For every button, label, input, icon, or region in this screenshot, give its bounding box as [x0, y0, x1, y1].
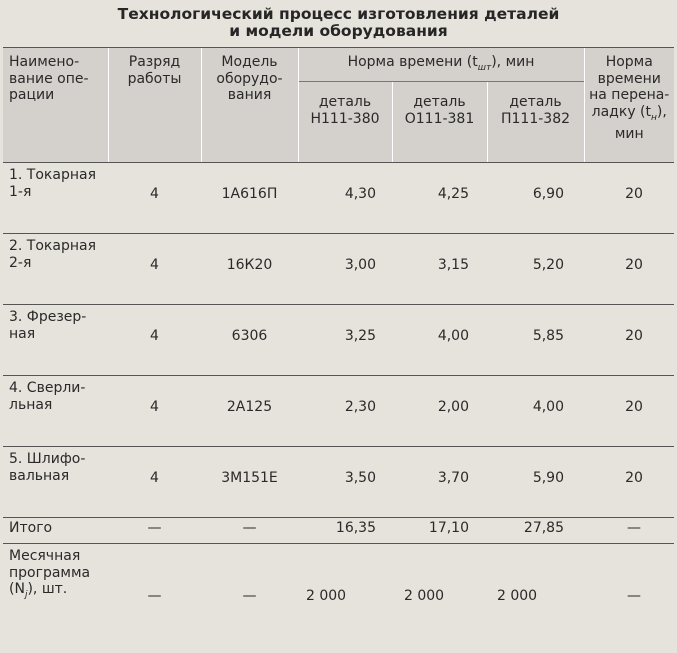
row-2-detail-2: 3,15: [392, 234, 487, 305]
header-operation: Наимено- вание опе- рации: [3, 48, 108, 163]
row-4-grade: 4: [108, 376, 201, 447]
row-5-detail-1: 3,50: [298, 447, 392, 518]
total-changeover: —: [584, 518, 674, 544]
row-2-detail-1: 3,00: [298, 234, 392, 305]
row-1-detail-3: 6,90: [532, 186, 564, 203]
header-norm-group: [298, 48, 584, 82]
program-label: [3, 544, 108, 653]
total-grade: —: [108, 518, 201, 544]
row-1-changeover: 20: [625, 186, 643, 203]
header-changeover-text: Норма времени на перена- ладку (t: [589, 54, 670, 120]
row-3-detail-2: 4,00: [392, 305, 487, 376]
row-3-model: 6306: [201, 305, 298, 376]
total-row: [3, 518, 674, 544]
row-3-grade: 4: [108, 305, 201, 376]
program-detail-3: 2 000: [487, 544, 584, 653]
row-1-model: 1А616П: [221, 186, 278, 203]
row-5-model: 3М151Е: [201, 447, 298, 518]
row-4-detail-3: 4,00: [487, 376, 584, 447]
row-3-operation: 3. Фрезер- ная: [3, 305, 108, 376]
total-detail-2: 17,10: [392, 518, 487, 544]
row-3-changeover: 20: [584, 305, 674, 376]
program-detail-1: 2 000: [298, 544, 392, 653]
table-row: [3, 376, 674, 447]
row-2-operation: 2. Токарная 2-я: [3, 234, 108, 305]
header-detail-2: деталь О111-381: [392, 82, 487, 163]
program-row: [3, 544, 674, 653]
table-title-line-2: и модели оборудования: [229, 22, 448, 40]
row-1-grade: 4: [150, 186, 159, 203]
program-model: —: [201, 544, 298, 653]
row-2-model: 16К20: [201, 234, 298, 305]
header-changeover-sub: н: [651, 112, 657, 123]
header-detail-3: деталь П111-382: [487, 82, 584, 163]
row-4-changeover: 20: [584, 376, 674, 447]
header-changeover-tail: ), мин: [614, 103, 667, 142]
table-row: [3, 447, 674, 518]
header-grade: Разряд работы: [108, 48, 201, 163]
program-label-sub: j: [24, 590, 28, 601]
row-5-grade: 4: [108, 447, 201, 518]
row-5-operation: 5. Шлифо- вальная: [3, 447, 108, 518]
table-row: [3, 163, 674, 234]
row-4-operation: 4. Сверли- льная: [3, 376, 108, 447]
header-norm-group-text: Норма времени (t: [347, 54, 478, 70]
program-changeover: —: [584, 544, 674, 653]
row-5-detail-2: 3,70: [392, 447, 487, 518]
total-detail-1: 16,35: [298, 518, 392, 544]
row-2-grade: 4: [108, 234, 201, 305]
row-1-operation: 1. Токарная 1-я: [9, 167, 97, 200]
header-norm-sub: шт: [477, 62, 492, 73]
table-row: [3, 305, 674, 376]
row-4-detail-2: 2,00: [392, 376, 487, 447]
header-changeover: [584, 48, 674, 163]
table-title-line-1: Технологический процесс изготовления деталей: [117, 5, 560, 23]
header-model: Модель оборудо- вания: [201, 48, 298, 163]
program-detail-2: 2 000: [392, 544, 487, 653]
row-3-detail-3: 5,85: [487, 305, 584, 376]
row-1-detail-2: 4,25: [437, 186, 469, 203]
row-5-detail-3: 5,90: [487, 447, 584, 518]
row-4-detail-1: 2,30: [298, 376, 392, 447]
header-norm-tail: ), мин: [491, 54, 535, 70]
header-detail-1: деталь Н111-380: [298, 82, 392, 163]
row-1-detail-1: 4,30: [344, 186, 376, 203]
total-label: Итого: [3, 518, 108, 544]
row-5-changeover: 20: [584, 447, 674, 518]
total-model: —: [201, 518, 298, 544]
row-4-model: 2А125: [201, 376, 298, 447]
row-2-changeover: 20: [584, 234, 674, 305]
program-grade: —: [108, 544, 201, 653]
row-2-detail-3: 5,20: [487, 234, 584, 305]
table-row: [3, 234, 674, 305]
row-3-detail-1: 3,25: [298, 305, 392, 376]
total-detail-3: 27,85: [487, 518, 584, 544]
process-table: [3, 47, 674, 653]
table-title: [0, 6, 677, 40]
program-label-tail: ), шт.: [27, 581, 68, 598]
program-label-text: Месячная программа (N: [9, 548, 91, 598]
